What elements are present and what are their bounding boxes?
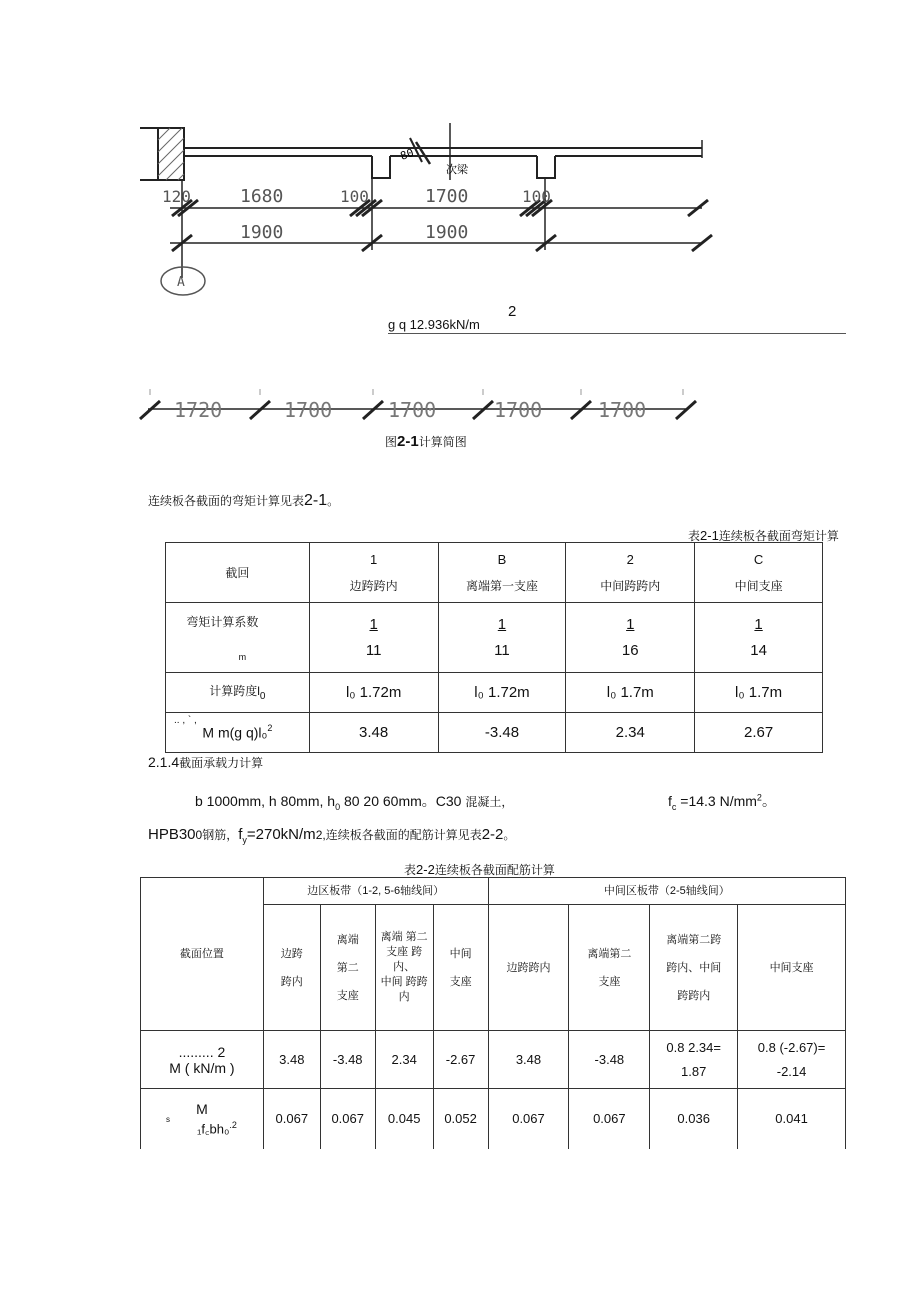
load-text: g q 12.936kN/m (388, 317, 480, 332)
coef-label-cell: 弯矩计算系数 m (166, 603, 310, 673)
row-as-label: M s ₁f꜀bh₀$^{.2}$ (141, 1089, 264, 1149)
table-row: .. , ` , M m(g q)l₀$^2$ 3.48 -3.48 2.34 2.67 (166, 713, 823, 753)
moment-label-cell: .. , ` , M m(g q)l₀$^2$ (166, 713, 310, 753)
paragraph-table-ref: 连续板各截面的弯矩计算见表2-1。 (148, 492, 340, 509)
group-edge: 边区板带（1-2, 5-6轴线间） (263, 878, 488, 905)
svg-text:120: 120 (162, 187, 191, 206)
fc-line: $f_c =14.3$ $N/mm^2$。 (668, 792, 776, 812)
corner-label: 截回 (166, 543, 310, 603)
support-symbol: A (177, 275, 185, 290)
span-2: 1700 (284, 398, 333, 422)
figure-caption: 图2-1计算简图 (385, 433, 467, 450)
svg-text:1700: 1700 (425, 186, 469, 207)
span-diagram-bottom (138, 385, 698, 433)
svg-text:1680: 1680 (240, 186, 284, 207)
beam-2 (537, 156, 555, 178)
load-sup: 2 (508, 303, 517, 320)
table1-caption: 表2-1连续板各截面弯矩计算 (688, 528, 839, 543)
table-row: M s ₁f꜀bh₀$^{.2}$ 0.067 0.067 0.045 0.052 0.067 0.067 0.036 0.041 (141, 1089, 846, 1149)
svg-text:1900: 1900 (240, 222, 284, 243)
span-1: 1720 (174, 398, 223, 422)
table-row: 计算跨度$l_0$ l₀ 1.72m l₀ 1.72m l₀ 1.7m l₀ 1.7m (166, 673, 823, 713)
steel-line: HPB300钢筋，$f_y=270kN/m2$,连续板各截面的配筋计算见表2-2。 (148, 826, 516, 846)
svg-text:100: 100 (522, 187, 551, 206)
beam-label: 次梁 (446, 163, 468, 176)
span-label-cell: 计算跨度$l_0$ (166, 673, 310, 713)
span-3: 1700 (388, 398, 437, 422)
row-M-label: ......... 2 M ( kN/m ) (141, 1031, 264, 1089)
col-2: 2 中间跨跨内 (566, 543, 695, 603)
beam-1 (372, 156, 390, 178)
table-row: 弯矩计算系数 m $\frac{1}{11}$ $\frac{1}{11}$ $\frac{1}{16}$ $\frac{1}{14}$ (166, 603, 823, 673)
svg-text:1900: 1900 (425, 222, 469, 243)
table2-caption: 表2-2连续板各截面配筋计算 (404, 862, 555, 877)
col-B: B 离端第一支座 (438, 543, 566, 603)
span-4: 1700 (494, 398, 543, 422)
svg-text:100: 100 (340, 187, 369, 206)
reinforcement-table (140, 877, 846, 1149)
col-1: 1 边跨跨内 (309, 543, 438, 603)
row-header: 截面位置 (141, 878, 264, 1031)
moment-table (165, 542, 823, 753)
table-row: 边跨 跨内 离端 第二 支座 离端 第二 支座 跨 内、 中间 跨跨 内 中间 支座 边跨跨内 离端第二 支座 离端第二跨 跨内、中间 跨跨内 中间支座 (141, 905, 846, 1031)
span-5: 1700 (598, 398, 647, 422)
span-diagram-top (140, 118, 720, 303)
section-heading: 2.1.4截面承载力计算 (148, 754, 264, 770)
beam-dim: 80 (398, 146, 416, 163)
load-label (388, 317, 480, 332)
table-row (166, 543, 823, 603)
divider-line (388, 333, 846, 334)
col-C: C 中间支座 (695, 543, 823, 603)
table-row: ......... 2 M ( kN/m ) 3.48 -3.48 2.34 -2.67 3.48 -3.48 0.8 2.34= 1.87 0.8 (-2.67)= -2.14 (141, 1031, 846, 1089)
params-line: b 1000mm, h 80mm, $h_0$ 80 20 60mm。C30 混凝土， (195, 793, 514, 812)
table-row (141, 878, 846, 905)
group-middle: 中间区板带（2-5轴线间） (488, 878, 845, 905)
